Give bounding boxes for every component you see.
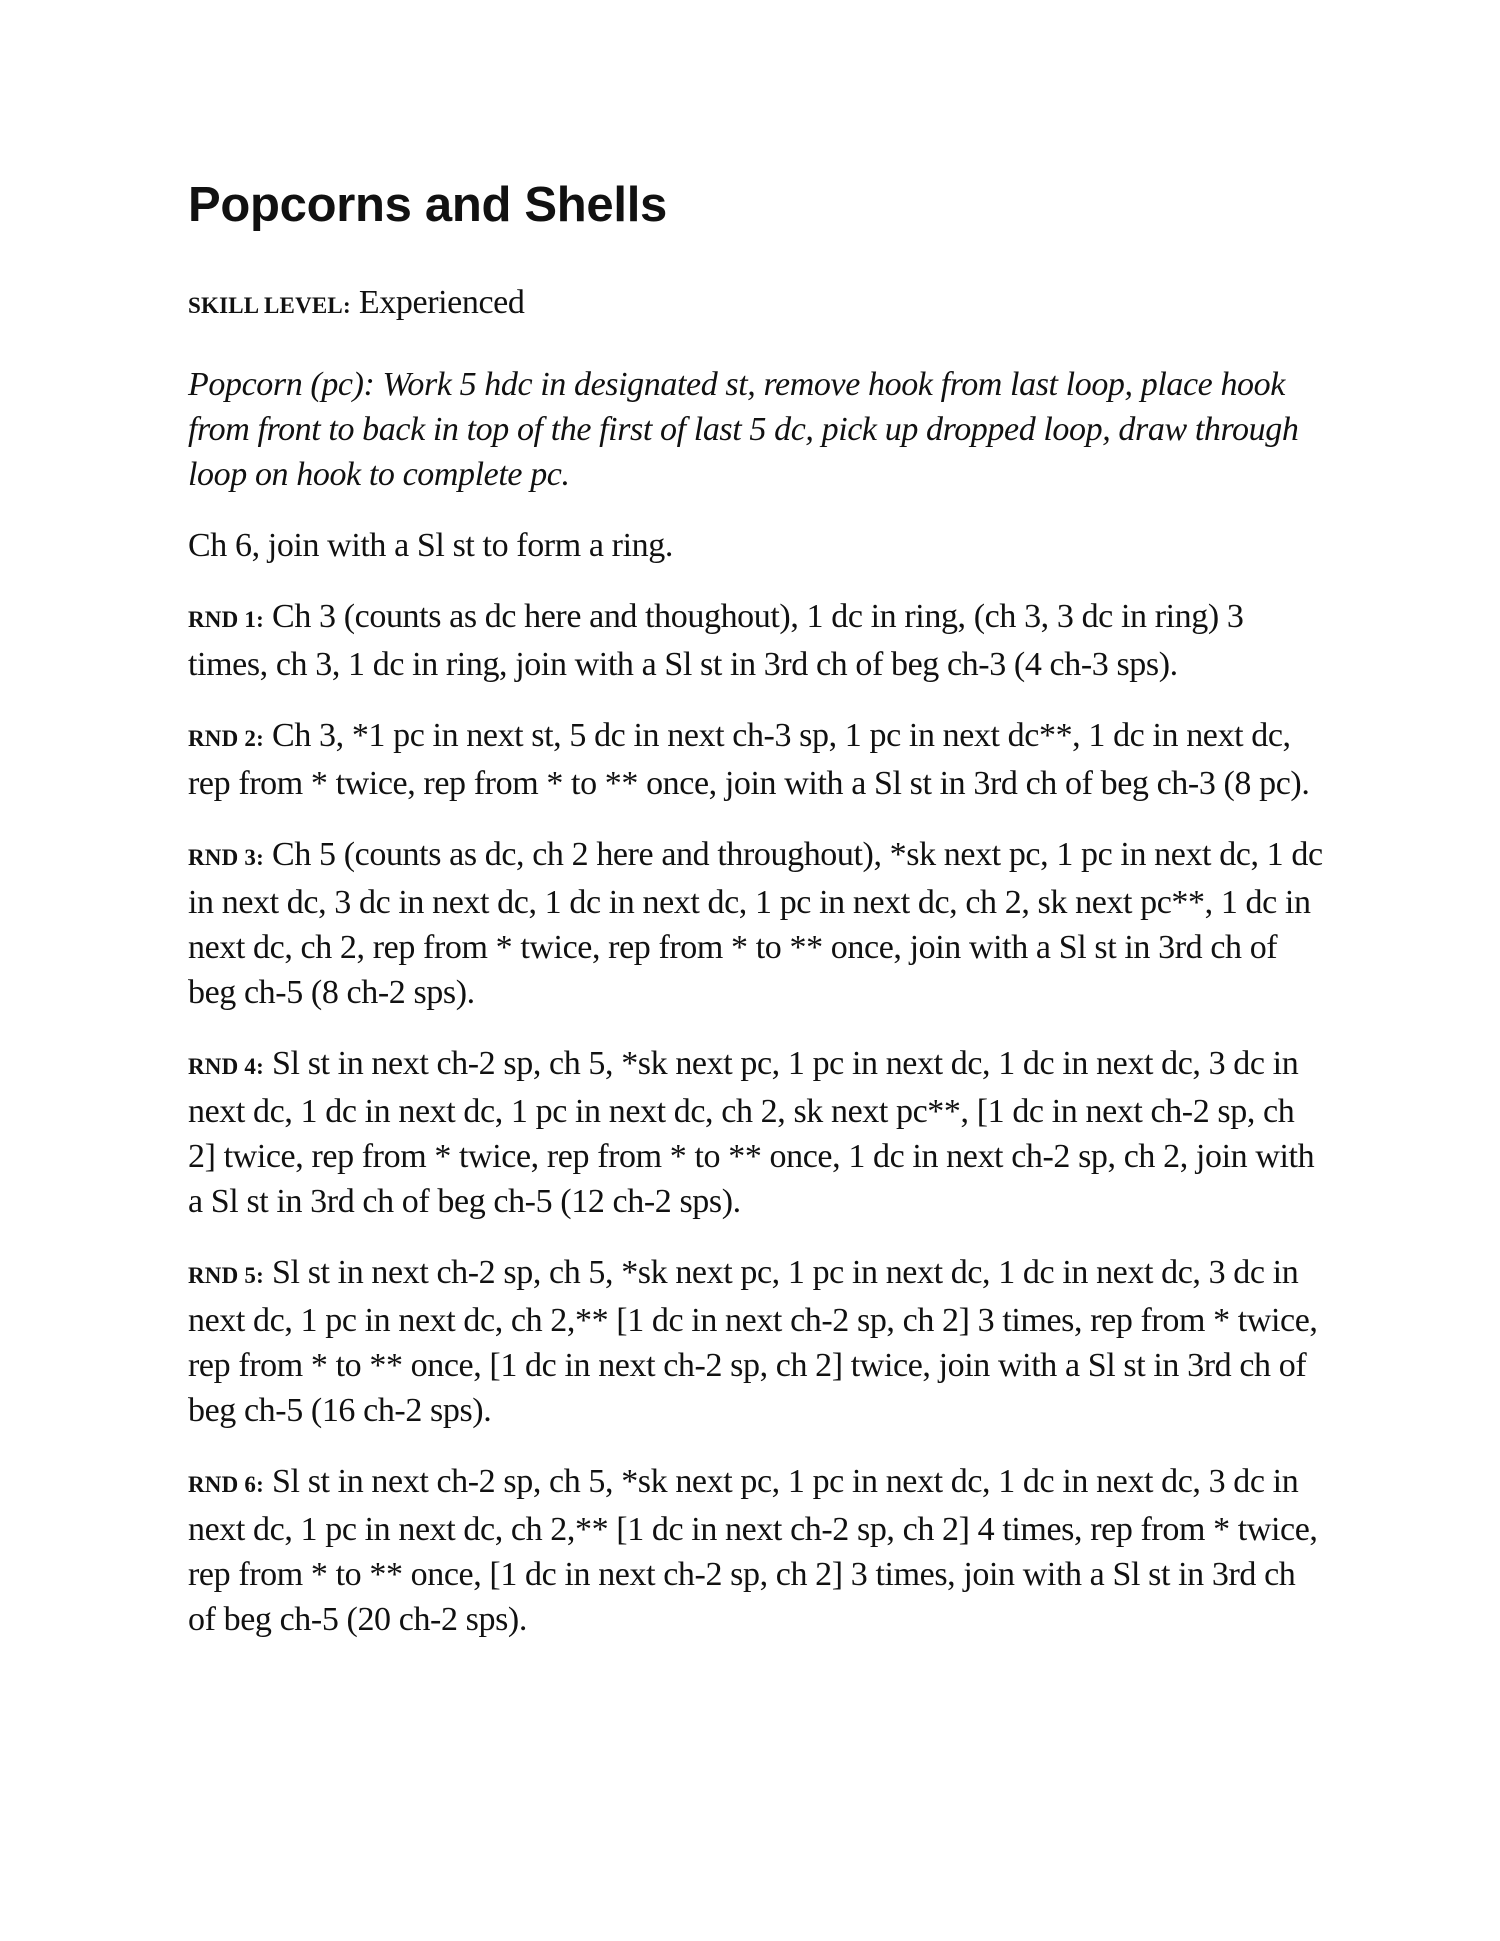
round-1 — [188, 594, 1328, 687]
round-label: RND 4: — [188, 1054, 264, 1079]
round-text: Sl st in next ch-2 sp, ch 5, *sk next pc, 1 pc in next dc, 1 dc in next dc, 3 dc in next dc, 1 pc in next dc, ch 2,** [1 dc in next ch-2 sp, ch 2] 3 times, rep from * twice, rep from * to ** once, [1 dc in next ch-2 sp, ch 2] twice, join with a Sl st in 3rd ch of beg ch-5 (16 ch-2 sps). — [188, 1254, 1318, 1429]
round-text: Sl st in next ch-2 sp, ch 5, *sk next pc, 1 pc in next dc, 1 dc in next dc, 3 dc in next dc, 1 dc in next dc, 1 pc in next dc, ch 2, sk next pc**, [1 dc in next ch-2 sp, ch 2] twice, rep from * twice, rep from * to ** once, 1 dc in next ch-2 sp, ch 2, join with a Sl st in 3rd ch of beg ch-5 (12 ch-2 sps). — [188, 1045, 1315, 1220]
round-text: Ch 5 (counts as dc, ch 2 here and throughout), *sk next pc, 1 pc in next dc, 1 dc in next dc, 3 dc in next dc, 1 dc in next dc, 1 pc in next dc, ch 2, sk next pc**, 1 dc in next dc, ch 2, rep from * twice, rep from * to ** once, join with a Sl st in 3rd ch of beg ch-5 (8 ch-2 sps). — [188, 836, 1323, 1011]
round-2 — [188, 713, 1328, 806]
round-text: Ch 3 (counts as dc here and thoughout), 1 dc in ring, (ch 3, 3 dc in ring) 3 times, ch 3, 1 dc in ring, join with a Sl st in 3rd ch of beg ch-3 (4 ch-3 sps). — [188, 598, 1244, 683]
round-text: Ch 3, *1 pc in next st, 5 dc in next ch-3 sp, 1 pc in next dc**, 1 dc in next dc, rep from * twice, rep from * to ** once, join with a Sl st in 3rd ch of beg ch-3 (8 pc). — [188, 717, 1310, 802]
skill-level-label: SKILL LEVEL: — [188, 293, 351, 318]
popcorn-definition: Popcorn (pc): Work 5 hdc in designated st, remove hook from last loop, place hook from front to back in top of the first of last 5 dc, pick up dropped loop, draw through loop on hook to complete pc. — [188, 366, 1299, 493]
starting-instruction: Ch 6, join with a Sl st to form a ring. — [188, 527, 673, 564]
round-text: Sl st in next ch-2 sp, ch 5, *sk next pc, 1 pc in next dc, 1 dc in next dc, 3 dc in next dc, 1 pc in next dc, ch 2,** [1 dc in next ch-2 sp, ch 2] 4 times, rep from * twice, rep from * to ** once, [1 dc in next ch-2 sp, ch 2] 3 times, join with a Sl st in 3rd ch of beg ch-5 (20 ch-2 sps). — [188, 1463, 1318, 1638]
round-label: RND 6: — [188, 1472, 264, 1497]
round-label: RND 1: — [188, 607, 264, 632]
round-5 — [188, 1250, 1328, 1433]
skill-level — [188, 280, 1328, 328]
round-label: RND 5: — [188, 1263, 264, 1288]
page-title: Popcorns and Shells — [188, 178, 667, 232]
round-3 — [188, 832, 1328, 1015]
round-label: RND 3: — [188, 845, 264, 870]
round-label: RND 2: — [188, 726, 264, 751]
round-4 — [188, 1041, 1328, 1224]
document-page — [188, 170, 1328, 1668]
round-6 — [188, 1459, 1328, 1642]
skill-level-value: Experienced — [350, 284, 525, 321]
